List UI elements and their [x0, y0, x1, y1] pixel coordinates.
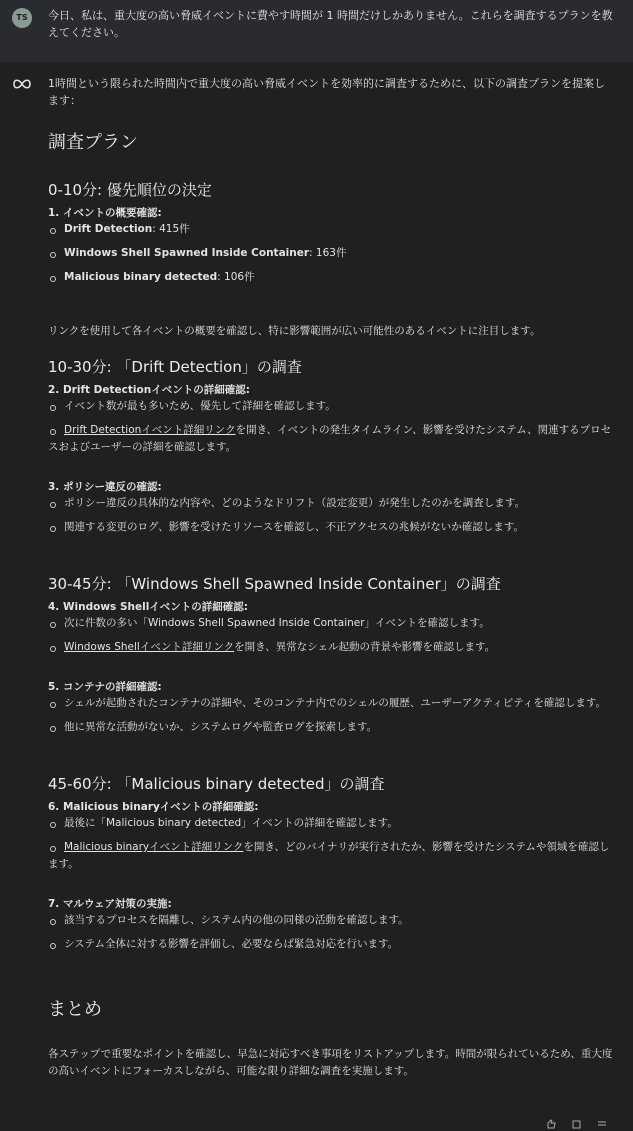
message-actions[interactable]	[543, 1119, 613, 1129]
summary-text: 各ステップで重要なポイントを確認し、早急に対応すべき事項をリストアップします。時間が限られているため、重大度の高いイベントにフォーカスしながら、可能な限り詳細な調査を実施します。	[48, 1048, 613, 1077]
section-heading: 30-45分: 「Windows Shell Spawned Inside Container」の調査	[48, 575, 501, 593]
user-message-row	[0, 0, 633, 62]
event-list	[48, 221, 614, 286]
assistant-message	[48, 75, 614, 1080]
list-item: ポリシー違反の具体的な内容や、どのようなドリフト（設定変更）が発生したのかを調査します。	[48, 495, 614, 512]
list-item: Malicious binaryイベント詳細リンクを開き、どのバイナリが実行されたか、影響を受けたシステムや領域を確認します。	[48, 839, 614, 873]
intro-text: 1時間という限られた時間内で重大度の高い脅威イベントを効率的に調査するために、以下の調査プランを提案します：	[48, 77, 605, 107]
infinity-icon	[12, 77, 32, 91]
list-item: イベント数が最も多いため、優先して詳細を確認します。	[48, 398, 614, 415]
section-note: リンクを使用して各イベントの概要を確認し、特に影響範囲が広い可能性のあるイベントに注目します。	[48, 325, 541, 337]
user-avatar: TS	[12, 8, 32, 28]
thumbs-up-icon	[548, 1120, 555, 1128]
list-item: 該当するプロセスを隔離し、システム内の他の同様の活動を確認します。	[48, 912, 614, 929]
step-title: 5. コンテナの詳細確認:	[48, 681, 162, 693]
copy-icon	[573, 1121, 580, 1128]
list-item: システム全体に対する影響を評価し、必要ならば緊急対応を行います。	[48, 936, 614, 953]
step-title: 4. Windows Shellイベントの詳細確認:	[48, 601, 248, 613]
section-heading: 45-60分: 「Malicious binary detected」の調査	[48, 775, 385, 793]
list-item: Malicious binary detected: 106件	[48, 269, 614, 286]
step-title: 1. イベントの概要確認:	[48, 207, 162, 219]
step-title: 7. マルウェア対策の実施:	[48, 898, 172, 910]
list-item: シェルが起動されたコンテナの詳細や、そのコンテナ内でのシェルの履歴、ユーザーアクティビティを確認します。	[48, 695, 614, 712]
malicious-binary-link[interactable]: Malicious binaryイベント詳細リンク	[64, 841, 244, 853]
section-heading: 0-10分: 優先順位の決定	[48, 181, 212, 199]
step-title: 2. Drift Detectionイベントの詳細確認:	[48, 384, 250, 396]
list-item: 他に異常な活動がないか、システムログや監査ログを探索します。	[48, 719, 614, 736]
list-item: Windows Shell Spawned Inside Container: 163件	[48, 245, 614, 262]
list-item: 次に件数の多い「Windows Shell Spawned Inside Container」イベントを確認します。	[48, 615, 614, 632]
summary-title: まとめ	[48, 999, 102, 1020]
step-title: 3. ポリシー違反の確認:	[48, 481, 162, 493]
user-message: 今日、私は、重大度の高い脅威イベントに費やす時間が 1 時間だけしかありません。これらを調査するプランを教えてください。	[48, 9, 613, 39]
list-item: Drift Detectionイベント詳細リンクを開き、イベントの発生タイムライン、影響を受けたシステム、関連するプロセスおよびユーザーの詳細を確認します。	[48, 422, 614, 456]
windows-shell-link[interactable]: Windows Shellイベント詳細リンク	[64, 641, 235, 653]
assistant-message-row	[0, 62, 633, 1131]
step-title: 6. Malicious binaryイベントの詳細確認:	[48, 801, 259, 813]
list-item: 関連する変更のログ、影響を受けたリソースを確認し、不正アクセスの兆候がないか確認します。	[48, 519, 614, 536]
more-icon	[598, 1122, 606, 1125]
section-heading: 10-30分: 「Drift Detection」の調査	[48, 358, 302, 376]
list-item: 最後に「Malicious binary detected」イベントの詳細を確認します。	[48, 815, 614, 832]
drift-detection-link[interactable]: Drift Detectionイベント詳細リンク	[64, 424, 236, 436]
list-item: Windows Shellイベント詳細リンクを開き、異常なシェル起動の背景や影響を確認します。	[48, 639, 614, 656]
list-item: Drift Detection: 415件	[48, 221, 614, 238]
plan-title: 調査プラン	[48, 132, 138, 153]
